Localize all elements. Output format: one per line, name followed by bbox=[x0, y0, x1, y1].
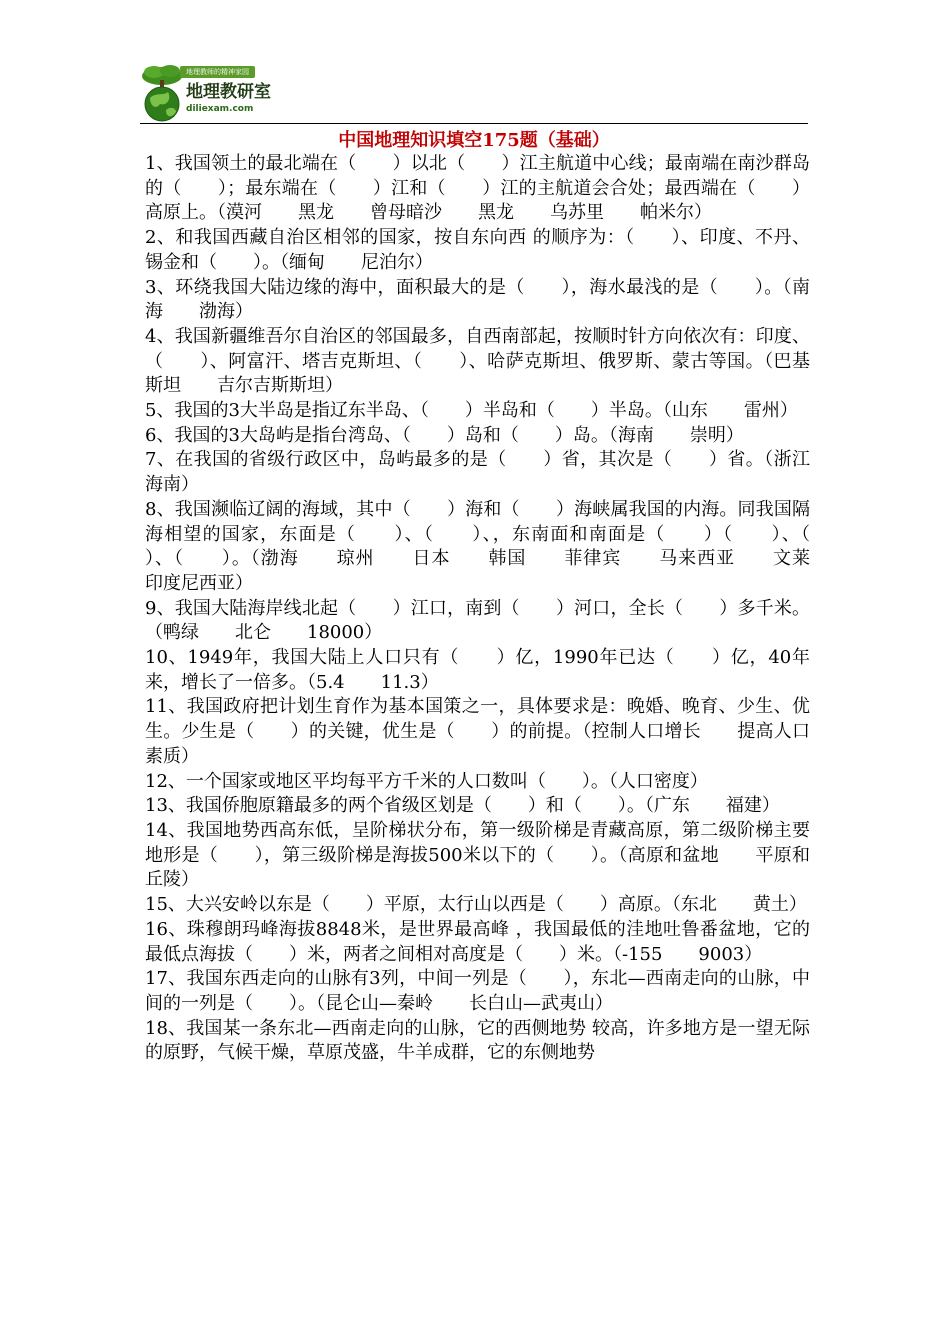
question-item: 14、我国地势西高东低，呈阶梯状分布，第一级阶梯是青藏高原，第二级阶梯主要地形是（ ），第三级阶梯是海拔500米以下的（ ）。（高原和盆地 平原和丘陵） bbox=[145, 819, 810, 891]
question-item: 17、我国东西走向的山脉有3列，中间一列是（ ），东北—西南走向的山脉，中间的一列是（ ）。（昆仑山—秦岭 长白山—武夷山） bbox=[145, 968, 810, 1014]
question-item: 9、我国大陆海岸线北起（ ）江口，南到（ ）河口，全长（ ）多千米。（鸭绿 北仑 18000） bbox=[145, 597, 810, 644]
question-item: 4、我国新疆维吾尔自治区的邻国最多，自西南部起，按顺时针方向依次有：印度、（ ）、阿富汗、塔吉克斯坦、（ ）、哈萨克斯坦、俄罗斯、蒙古等国。（巴基斯坦 吉尔吉斯斯坦） bbox=[145, 325, 810, 397]
logo-name: 地理教研室 bbox=[186, 82, 271, 102]
header-divider bbox=[140, 123, 808, 124]
question-item: 13、我国侨胞原籍最多的两个省级区划是（ ）和（ ）。（广东 福建） bbox=[145, 795, 780, 817]
logo-slogan: 地理教师的精神家园 bbox=[180, 66, 255, 78]
question-item: 1、我国领土的最北端在（ ）以北（ ）江主航道中心线；最南端在南沙群岛的（ ）；最东端在（ ）江和（ ）江的主航道会合处；最西端在（ ）高原上。（漠河 黑龙 曾母暗沙 黑龙 乌苏里 帕米尔） bbox=[145, 153, 810, 224]
question-item: 5、我国的3大半岛是指辽东半岛、（ ）半岛和（ ）半岛。（山东 雷州） bbox=[145, 400, 798, 422]
question-item: 16、珠穆朗玛峰海拔8848米，是世界最高峰 ，我国最低的洼地吐鲁番盆地，它的最低点海拔（ ）米，两者之间相对高度是（ ）米。（-155 9003） bbox=[145, 918, 810, 965]
question-item: 3、环绕我国大陆边缘的海中，面积最大的是（ ），海水最浅的是（ ）。（南海 渤海） bbox=[145, 276, 810, 323]
logo-url: diliexam.com bbox=[186, 104, 254, 114]
question-item: 2、和我国西藏自治区相邻的国家，按自东向西 的顺序为：（ ）、印度、不丹、锡金和（ ）。（缅甸 尼泊尔） bbox=[145, 227, 810, 273]
question-item: 8、我国濒临辽阔的海域，其中（ ）海和（ ）海峡属我国的内海。同我国隔海相望的国家，东面是（ ）、（ ）、，东南面和南面是（ ）（ ）、（ ）、（ ）。（渤海 琼州 日本 韩国 菲律宾 马来西亚 文莱 印度尼西亚） bbox=[145, 498, 846, 594]
question-item: 11、我国政府把计划生育作为基本国策之一，具体要求是：晚婚、晚育、少生、优生。少生是（ ）的关键，优生是（ ）的前提。（控制人口增长 提高人口素质） bbox=[145, 696, 810, 767]
site-logo bbox=[140, 62, 300, 124]
question-item: 7、在我国的省级行政区中，岛屿最多的是（ ）省，其次是（ ）省。（浙江 海南） bbox=[145, 449, 846, 496]
question-item: 15、大兴安岭以东是（ ）平原，太行山以西是（ ）高原。（东北 黄土） bbox=[145, 894, 807, 916]
question-item: 10、1949年，我国大陆上人口只有（ ）亿，1990年已达（ ）亿，40年来，增长了一倍多。（5.4 11.3） bbox=[145, 647, 810, 693]
page-title: 中国地理知识填空175题（基础） bbox=[338, 130, 610, 151]
question-item: 6、我国的3大岛屿是指台湾岛、（ ）岛和（ ）岛。（海南 崇明） bbox=[145, 424, 744, 446]
question-item: 12、一个国家或地区平均每平方千米的人口数叫（ ）。（人口密度） bbox=[145, 770, 708, 792]
question-list bbox=[145, 152, 846, 1066]
question-item: 18、我国某一条东北—西南走向的山脉，它的西侧地势 较高，许多地方是一望无际的原野，气候干燥，草原茂盛，牛羊成群，它的东侧地势 bbox=[145, 1017, 810, 1064]
